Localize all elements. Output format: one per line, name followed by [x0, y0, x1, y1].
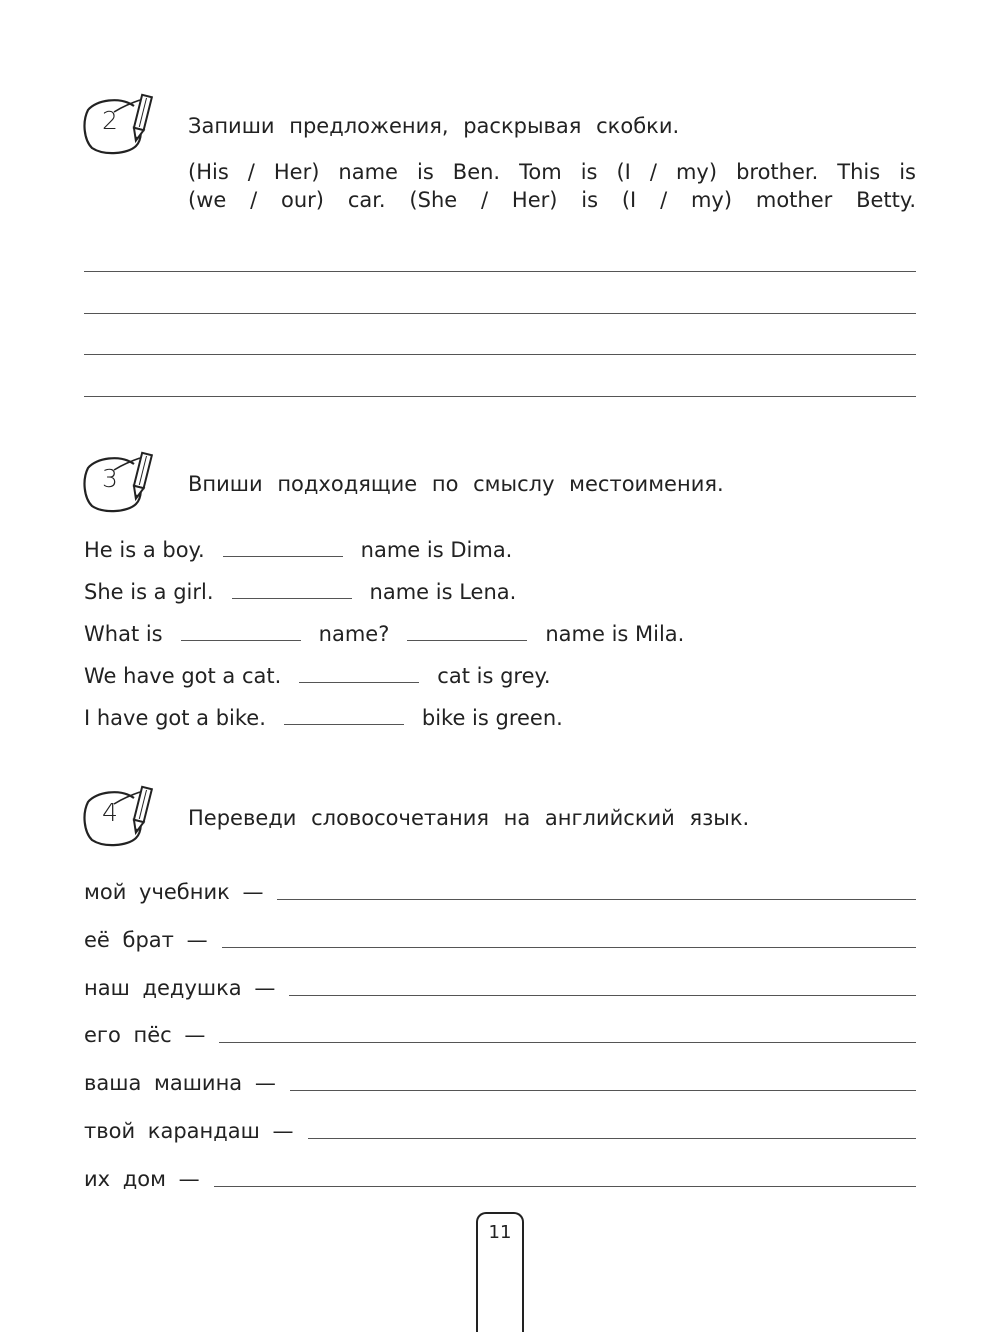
row-text: I have got a bike. [84, 706, 266, 730]
row-text: name? [318, 622, 390, 646]
exercise-number: 3 [102, 464, 118, 493]
translation-row [84, 922, 916, 952]
row-text: We have got a cat. [84, 664, 282, 688]
translation-row [84, 1065, 916, 1095]
pencil-icon [84, 784, 164, 850]
blank-field[interactable] [299, 664, 419, 683]
answer-line[interactable] [290, 1089, 916, 1091]
row-text: He is a boy. [84, 538, 205, 562]
exercise-2-text [188, 158, 916, 214]
exercise-2-badge [84, 92, 162, 156]
translation-row [84, 874, 916, 904]
blank-field[interactable] [284, 706, 404, 725]
row-text: She is a girl. [84, 580, 214, 604]
translation-row [84, 1113, 916, 1143]
phrase-label: наш дедушка — [84, 976, 276, 1000]
translation-row [84, 1017, 916, 1047]
translation-row [84, 1161, 916, 1191]
row-text: name is Dima. [360, 538, 513, 562]
exercise-4-badge [84, 784, 162, 848]
text-line: (His / Her) name is Ben. Tom is (I / my) brother. This is [188, 160, 916, 184]
answer-line[interactable] [84, 354, 916, 355]
text-line: (we / our) car. (She / Her) is (I / my) mother Betty. [188, 188, 916, 212]
pencil-icon [84, 450, 164, 516]
phrase-label: их дом — [84, 1167, 200, 1191]
fill-row [84, 664, 565, 694]
phrase-label: его пёс — [84, 1023, 206, 1047]
phrase-label: её брат — [84, 928, 208, 952]
row-text: name is Lena. [369, 580, 517, 604]
row-text: cat is grey. [437, 664, 551, 688]
fill-row [84, 622, 698, 652]
exercise-number: 4 [102, 798, 118, 827]
answer-line[interactable] [219, 1041, 916, 1043]
phrase-label: мой учебник — [84, 880, 264, 904]
phrase-label: ваша машина — [84, 1071, 276, 1095]
pencil-icon [84, 92, 164, 158]
blank-field[interactable] [407, 622, 527, 641]
blank-field[interactable] [232, 580, 352, 599]
fill-row [84, 538, 526, 568]
exercise-3-instruction: Впиши подходящие по смыслу местоимения. [188, 472, 724, 496]
page-number-tab [476, 1212, 524, 1332]
blank-field[interactable] [223, 538, 343, 557]
phrase-label: твой карандаш — [84, 1119, 294, 1143]
answer-line[interactable] [289, 994, 916, 996]
exercise-number: 2 [102, 106, 118, 135]
answer-line[interactable] [84, 313, 916, 314]
page-number: 11 [488, 1222, 512, 1243]
fill-row [84, 706, 577, 736]
row-text: name is Mila. [545, 622, 685, 646]
answer-line[interactable] [277, 898, 916, 900]
answer-line[interactable] [308, 1137, 916, 1139]
answer-line[interactable] [84, 396, 916, 397]
row-text: What is [84, 622, 163, 646]
exercise-3-badge [84, 450, 162, 514]
translation-row [84, 970, 916, 1000]
exercise-4-instruction: Переведи словосочетания на английский язык. [188, 806, 750, 830]
answer-line[interactable] [222, 946, 916, 948]
blank-field[interactable] [181, 622, 301, 641]
answer-line[interactable] [84, 271, 916, 272]
fill-row [84, 580, 530, 610]
answer-line[interactable] [214, 1185, 916, 1187]
exercise-2-instruction: Запиши предложения, раскрывая скобки. [188, 114, 680, 138]
row-text: bike is green. [421, 706, 563, 730]
